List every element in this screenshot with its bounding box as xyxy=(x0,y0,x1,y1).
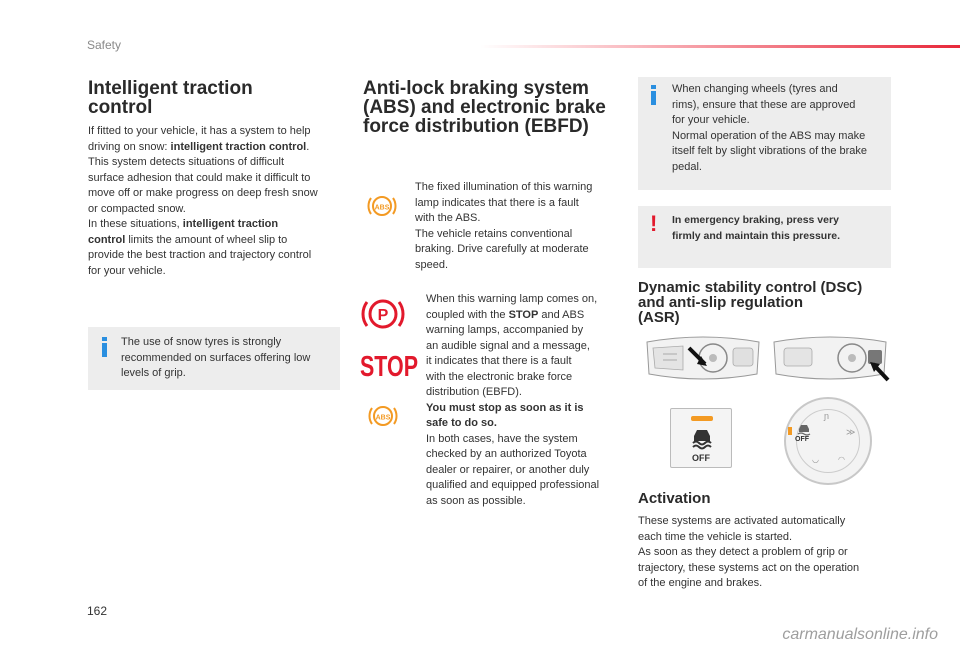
info-icon xyxy=(647,85,661,105)
svg-text:P: P xyxy=(377,307,389,324)
svg-text:STOP: STOP xyxy=(360,351,418,383)
page-number: 162 xyxy=(87,604,108,618)
dial-off-label: OFF xyxy=(795,436,809,443)
ebfd-fault-text: When this warning lamp comes on, coupled with the STOP and ABS warning lamps, accompanied by an audible signal and a message, it indicates that there is a fault with the electronic brake force distribution (EBFD). You must stop as soon as it is safe to do so. In both cases, have the system checked by an authorized Toyota dealer or repairer, or another duly qualified and equipped professional as soon as possible. xyxy=(426,293,600,507)
dsc-off-button-illustration xyxy=(670,408,732,468)
activation-body: These systems are activated automatically each time the vehicle is started. As soon as they detect a problem of grip or trajectory, these systems act on the operation of the engine and brakes. xyxy=(638,515,860,589)
dsc-dial-illustration xyxy=(784,397,872,485)
abs-warning-icon xyxy=(366,194,398,218)
svg-text:ABS: ABS xyxy=(374,204,390,212)
watermark: carmanualsonline.info xyxy=(782,626,938,643)
snow-tyres-note: The use of snow tyres is strongly recommended on surfaces offering low levels of grip. xyxy=(88,327,340,390)
header-accent-line xyxy=(480,45,960,48)
skid-car-icon xyxy=(689,427,715,449)
dial-mode-icon-top: ɲ xyxy=(824,411,830,421)
parking-brake-warning-icon xyxy=(361,296,405,332)
warning-exclamation-icon: ! xyxy=(650,211,658,236)
itc-body: If fitted to your vehicle, it has a system to help driving on snow: intelligent traction control. This system detects situations of difficult surface adhesion that could make it difficult to move off or make progress on deep fresh snow or compacted snow. In these situations, intelligent traction control limits the amount of wheel slip to provide the best traction and trajectory control for your vehicle. xyxy=(88,125,318,277)
dial-mode-icon-right: ≫ xyxy=(846,427,856,437)
dial-mode-icon-bottom-left: ◡ xyxy=(812,455,819,464)
dial-mode-icon-bottom-right: ◠ xyxy=(838,455,845,464)
dashboard-illustration-right xyxy=(770,334,892,384)
abs-title: Anti-lock braking system (ABS) and electronic brake force distribution (EBFD) xyxy=(363,78,606,137)
stop-warning-icon xyxy=(359,350,419,382)
svg-text:ABS: ABS xyxy=(375,414,391,422)
wheel-change-note: When changing wheels (tyres and rims), ensure that these are approved for your vehicle. Normal operation of the ABS may make itself felt by slight vibrations of the brake pedal. xyxy=(638,77,891,190)
dsc-title: Dynamic stability control (DSC) and anti-slip regulation (ASR) xyxy=(638,279,863,326)
info-icon xyxy=(98,337,112,357)
dashboard-illustration-left xyxy=(643,334,763,384)
abs-fault-text: The fixed illumination of this warning lamp indicates that there is a fault with the ABS. The vehicle retains conventional braking. Drive carefully at moderate speed. xyxy=(415,181,593,271)
dial-position-marker xyxy=(788,427,792,435)
emergency-braking-warning: ! In emergency braking, press very firmly and maintain this pressure. xyxy=(638,206,891,268)
itc-title: Intelligent traction control xyxy=(88,78,253,118)
section-header: Safety xyxy=(87,38,122,52)
skid-car-small-icon xyxy=(796,423,812,437)
off-label: OFF xyxy=(692,453,710,463)
abs-warning-icon-2 xyxy=(367,404,399,428)
activation-title: Activation xyxy=(638,490,711,507)
button-indicator-led xyxy=(691,416,713,421)
